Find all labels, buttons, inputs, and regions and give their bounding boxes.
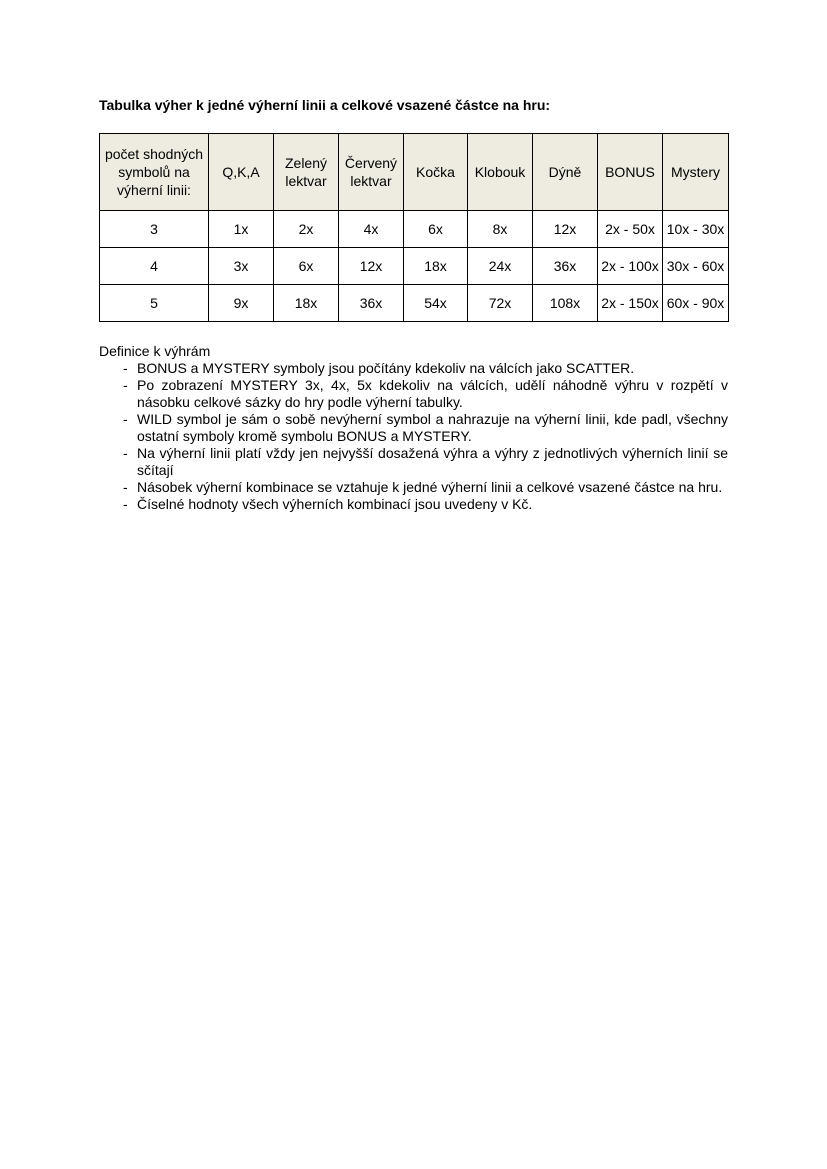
payout-cell: 1x — [209, 211, 274, 248]
payout-cell: 6x — [404, 211, 468, 248]
bullet-icon: - — [123, 411, 128, 427]
payout-cell: 30x - 60x — [663, 248, 729, 285]
bullet-icon: - — [123, 496, 128, 512]
bullet-icon: - — [123, 360, 128, 376]
definition-item — [99, 496, 728, 513]
payout-cell: 8x — [468, 211, 533, 248]
definition-item — [99, 360, 728, 377]
payout-cell: 108x — [533, 285, 598, 322]
bullet-icon: - — [123, 377, 128, 393]
bullet-icon: - — [123, 445, 128, 461]
definition-item — [99, 445, 728, 479]
payout-cell: 24x — [468, 248, 533, 285]
payout-cell: 60x - 90x — [663, 285, 729, 322]
payout-cell: 36x — [339, 285, 404, 322]
payout-cell: 12x — [533, 211, 598, 248]
definitions-section — [99, 343, 728, 513]
header-cell: Zelený lektvar — [274, 134, 339, 211]
payout-table — [99, 133, 729, 322]
payout-cell: 36x — [533, 248, 598, 285]
definition-text: WILD symbol je sám o sobě nevýherní symbol a nahrazuje na výherní linii, kde padl, všechny ostatní symboly kromě symbolu BONUS a MYSTERY. — [137, 411, 728, 444]
header-cell: počet shodných symbolů na výherní linii: — [100, 134, 209, 211]
payout-cell: 4x — [339, 211, 404, 248]
document-title: Tabulka výher k jedné výherní linii a celkové vsazené částce na hru: — [99, 97, 551, 113]
payout-cell: 6x — [274, 248, 339, 285]
payout-cell: 2x — [274, 211, 339, 248]
payout-cell: 18x — [274, 285, 339, 322]
payout-cell: 3x — [209, 248, 274, 285]
definition-item — [99, 377, 728, 411]
payout-cell: 54x — [404, 285, 468, 322]
definition-text: Na výherní linii platí vždy jen nejvyšší dosažená výhra a výhry z jednotlivých výherních linií se sčítají — [137, 445, 728, 478]
header-cell: Mystery — [663, 134, 729, 211]
definitions-heading: Definice k výhrám — [99, 343, 211, 359]
definition-text: BONUS a MYSTERY symboly jsou počítány kdekoliv na válcích jako SCATTER. — [137, 360, 635, 376]
payout-cell: 12x — [339, 248, 404, 285]
definitions-list — [99, 360, 728, 513]
definition-text: Násobek výherní kombinace se vztahuje k jedné výherní linii a celkové vsazené částce na hru. — [137, 479, 723, 495]
symbol-count-cell: 4 — [100, 248, 209, 285]
header-cell: Q,K,A — [209, 134, 274, 211]
header-cell: Klobouk — [468, 134, 533, 211]
payout-cell: 72x — [468, 285, 533, 322]
definition-item — [99, 479, 728, 496]
definition-text: Po zobrazení MYSTERY 3x, 4x, 5x kdekoliv na válcích, udělí náhodně výhru v rozpětí v násobku celkové sázky do hry podle výherní tabulky. — [137, 377, 728, 410]
header-cell: BONUS — [598, 134, 663, 211]
payout-cell: 9x — [209, 285, 274, 322]
payout-cell: 2x - 100x — [598, 248, 663, 285]
table-header-row — [100, 134, 729, 211]
symbol-count-cell: 3 — [100, 211, 209, 248]
header-cell: Kočka — [404, 134, 468, 211]
definition-item — [99, 411, 728, 445]
table-row — [100, 285, 729, 322]
payout-cell: 2x - 50x — [598, 211, 663, 248]
bullet-icon: - — [123, 479, 128, 495]
table-row — [100, 248, 729, 285]
definition-text: Číselné hodnoty všech výherních kombinací jsou uvedeny v Kč. — [137, 496, 533, 512]
header-cell: Červený lektvar — [339, 134, 404, 211]
symbol-count-cell: 5 — [100, 285, 209, 322]
payout-cell: 2x - 150x — [598, 285, 663, 322]
header-cell: Dýně — [533, 134, 598, 211]
payout-cell: 10x - 30x — [663, 211, 729, 248]
payout-cell: 18x — [404, 248, 468, 285]
table-row — [100, 211, 729, 248]
